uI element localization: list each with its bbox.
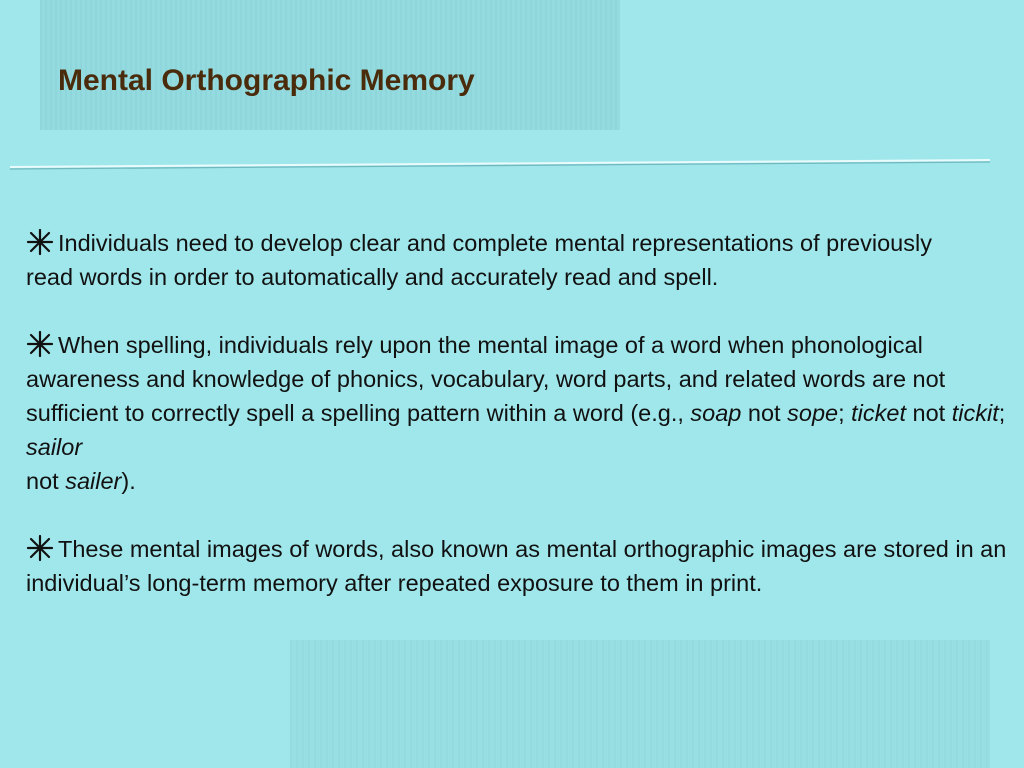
example-tickit: tickit (951, 400, 999, 426)
connector-not: not (26, 468, 66, 494)
paragraph-2-text: When spelling, individuals rely upon the mental image of a word when phonological awareness and knowledge of phonics, vocabulary, word parts, and related words are not sufficient to correctly spell a spelling pattern within a word (e.g., (26, 332, 946, 426)
bullet-paragraph-1 (26, 226, 1011, 294)
textured-bottom-panel (290, 640, 990, 768)
bullet-paragraph-2 (26, 328, 1011, 498)
sparkle-asterisk-icon (26, 228, 58, 258)
paragraph-3-text: These mental images of words, also known as mental orthographic images are stored in an individual’s long-term memory after repeated exposure to them in print. (26, 536, 1007, 596)
paragraph-1-line-2: read words in order to automatically and accurately read and spell. (26, 264, 719, 290)
connector-not: not (741, 400, 788, 426)
separator: ; (838, 400, 852, 426)
title-divider-line (10, 158, 990, 170)
example-soap: soap (690, 400, 742, 426)
paragraph-2-end: ). (121, 468, 136, 494)
paragraph-1-line-1: Individuals need to develop clear and complete mental representations of previously (58, 230, 932, 256)
bullet-paragraph-3 (26, 532, 1011, 600)
slide-title: Mental Orthographic Memory (58, 64, 475, 97)
slide-body (26, 226, 1011, 634)
sparkle-asterisk-icon (26, 534, 58, 564)
example-sope: sope (787, 400, 839, 426)
example-sailor: sailor (26, 434, 83, 460)
sparkle-asterisk-icon (26, 330, 58, 360)
example-ticket: ticket (851, 400, 907, 426)
connector-not: not (906, 400, 952, 426)
example-sailer: sailer (65, 468, 122, 494)
separator: ; (998, 400, 1006, 426)
